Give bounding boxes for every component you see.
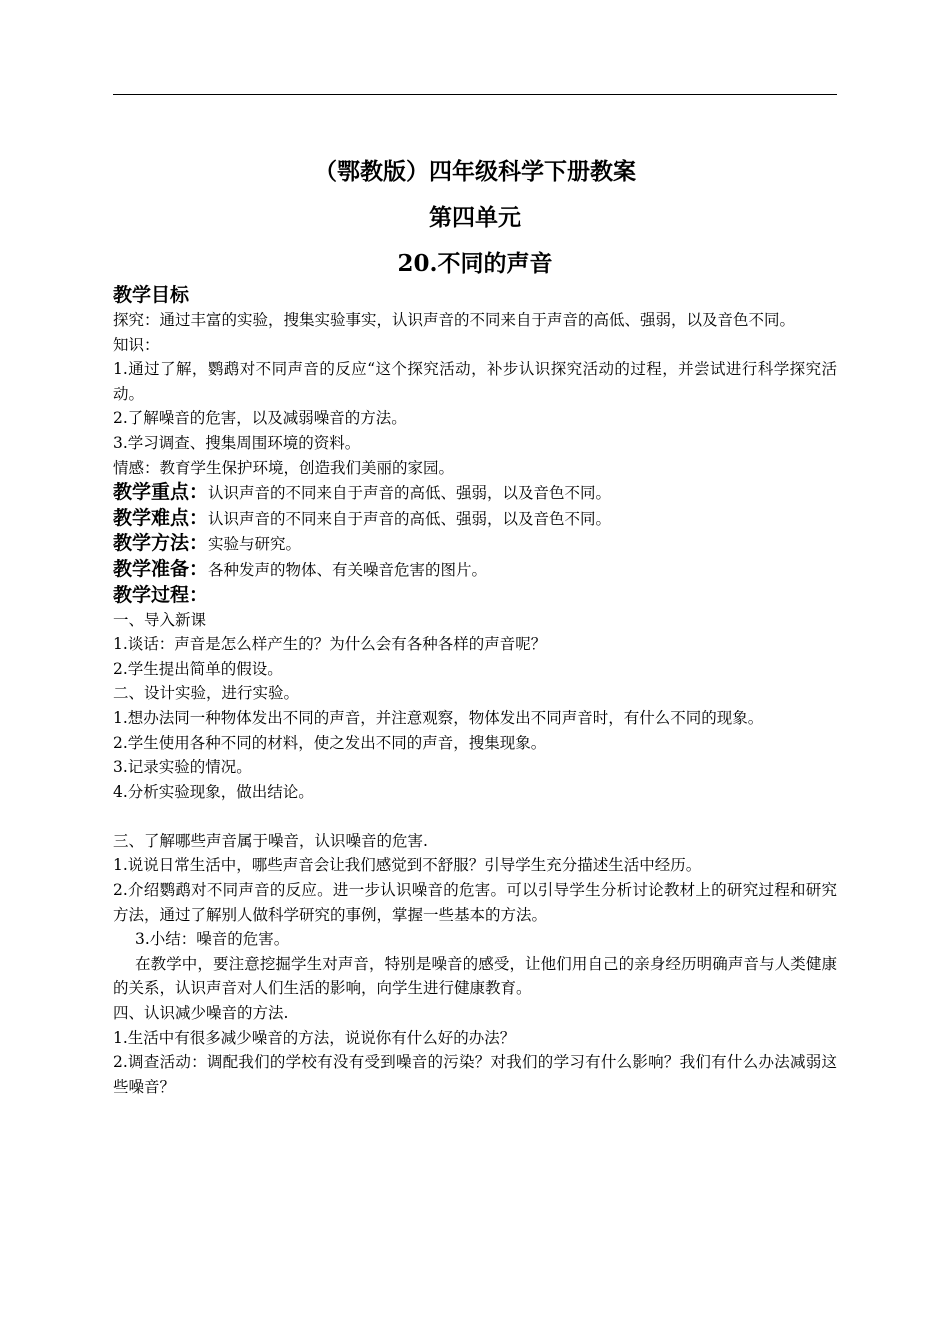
preparation-label: 教学准备： [113, 557, 209, 580]
goal-knowledge-3: 3.学习调查、搜集周围环境的资料。 [113, 433, 361, 452]
header-rule [113, 94, 837, 95]
section-4-item-1: 1.生活中有很多减少噪音的方法，说说你有什么好的办法？ [113, 1028, 516, 1047]
unit-title: 第四单元 [429, 204, 521, 231]
method-label: 教学方法： [113, 532, 209, 555]
goal-emotion: 情感：教育学生保护环境，创造我们美丽的家园。 [113, 458, 455, 477]
section-3-item-2: 2.介绍鹦鹉对不同声音的反应。进一步认识噪音的危害。可以引导学生分析讨论教材上的研究过程和研究方法，通过了解别人做科学研究的事例，掌握一些基本的方法。 [113, 881, 837, 924]
goal-knowledge-1: 1.通过了解，鹦鹉对不同声音的反应“这个探究活动，补步认识探究活动的过程，并尝试进行科学探究活动。 [113, 360, 837, 403]
document-title: （鄂教版）四年级科学下册教案 [314, 158, 636, 185]
section-1-item-1: 1.谈话：声音是怎么样产生的？为什么会有各种各样的声音呢？ [113, 635, 547, 654]
section-3-item-3: 3.小结：噪音的危害。 [135, 930, 290, 949]
section-3-title: 三、了解哪些声音属于噪音，认识噪音的危害. [113, 831, 428, 850]
document-body [113, 155, 837, 1099]
goal-explore: 探究：通过丰富的实验，搜集实验事实，认识声音的不同来自于声音的高低、强弱，以及音色不同。 [113, 311, 796, 329]
section-4-title: 四、认识减少噪音的方法. [113, 1004, 289, 1023]
section-2-item-1: 1.想办法同一种物体发出不同的声音，并注意观察，物体发出不同声音时，有什么不同的现象。 [113, 708, 764, 727]
difficulty-row [113, 506, 837, 532]
key-point-value: 认识声音的不同来自于声音的高低、强弱，以及音色不同。 [208, 484, 612, 503]
goals-heading: 教学目标 [113, 284, 190, 306]
preparation-value: 各种发声的物体、有关噪音危害的图片。 [208, 560, 488, 579]
key-point-label: 教学重点： [113, 481, 209, 504]
section-1-item-2: 2.学生提出简单的假设。 [113, 659, 283, 678]
preparation-row [113, 557, 837, 583]
section-2-item-4: 4.分析实验现象，做出结论。 [113, 782, 314, 801]
section-3-item-4: 在教学中，要注意挖掘学生对声音，特别是噪音的感受，让他们用自己的亲身经历明确声音与人类健康的关系，认识声音对人们生活的影响，向学生进行健康教育。 [113, 954, 837, 998]
blank-line [113, 804, 837, 829]
section-3-item-1: 1.说说日常生活中，哪些声音会让我们感觉到不舒服？引导学生充分描述生活中经历。 [113, 856, 702, 875]
section-2-title: 二、设计实验，进行实验。 [113, 684, 300, 703]
goal-knowledge-2: 2.了解噪音的危害，以及减弱噪音的方法。 [113, 409, 407, 428]
section-1-title: 一、导入新课 [113, 610, 207, 629]
section-4-item-2: 2.调查活动：调配我们的学校有没有受到噪音的污染？对我们的学习有什么影响？我们有什么办法减弱这些噪音？ [113, 1053, 837, 1096]
section-2-item-2: 2.学生使用各种不同的材料，使之发出不同的声音，搜集现象。 [113, 733, 547, 752]
difficulty-value: 认识声音的不同来自于声音的高低、强弱，以及音色不同。 [208, 509, 612, 528]
method-value: 实验与研究。 [208, 535, 302, 554]
process-heading: 教学过程： [113, 583, 209, 606]
key-point-row [113, 480, 837, 506]
lesson-title: 20.不同的声音 [397, 250, 553, 277]
section-2-item-3: 3.记录实验的情况。 [113, 758, 252, 777]
method-row [113, 531, 837, 557]
goal-knowledge-label: 知识： [113, 335, 160, 354]
difficulty-label: 教学难点： [113, 506, 209, 529]
